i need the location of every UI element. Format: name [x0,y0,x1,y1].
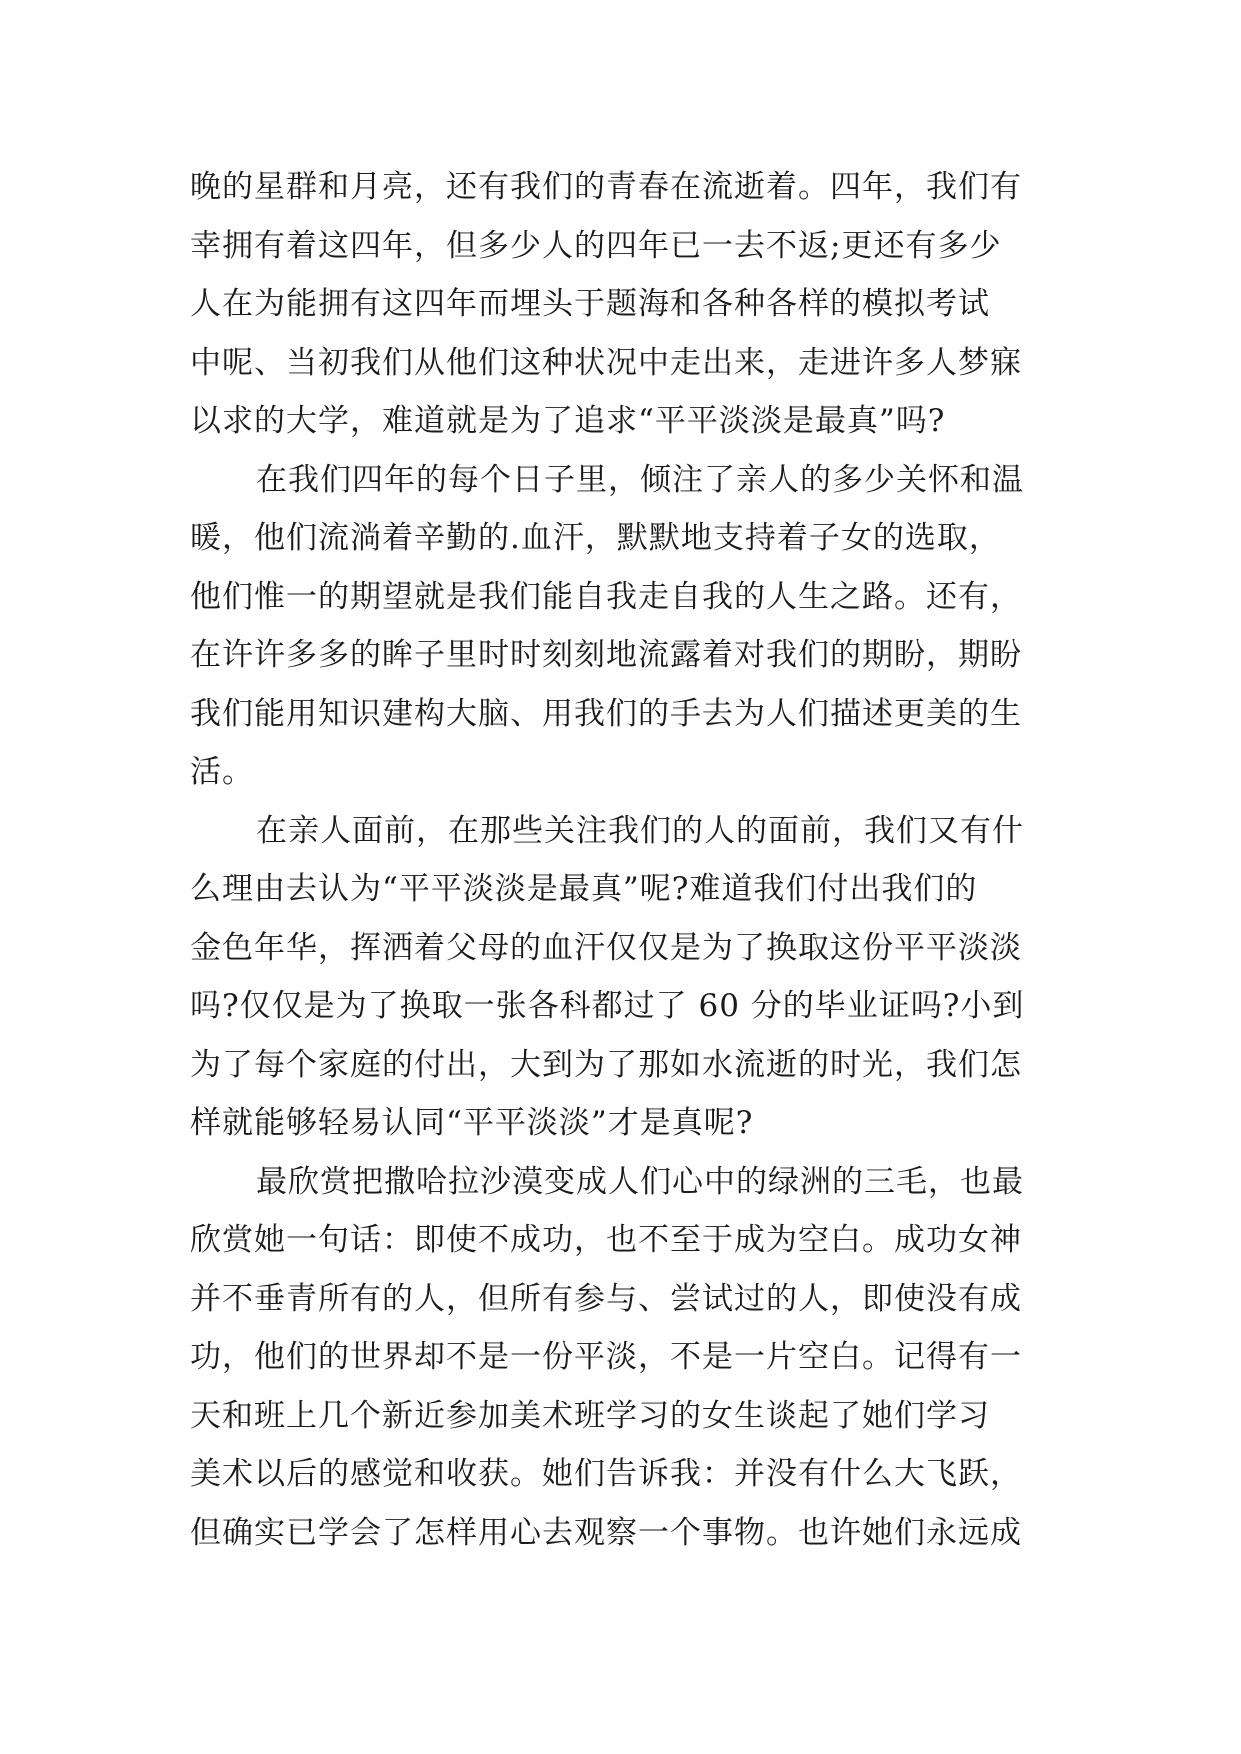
text-line: 功，他们的世界却不是一份平淡，不是一片空白。记得有一 [190,1339,1022,1375]
text-line: 但确实已学会了怎样用心去观察一个事物。也许她们永远成 [190,1514,1022,1551]
body-text [190,158,1070,1562]
text-line: 天和班上几个新近参加美术班学习的女生谈起了她们学习 [190,1397,990,1434]
text-line: 以求的大学，难道就是为了追求“平平淡淡是最真”吗? [190,403,946,439]
text-line: 在亲人面前，在那些关注我们的人的面前，我们又有什 [256,812,1024,849]
text-line: 最欣赏把撒哈拉沙漠变成人们心中的绿洲的三毛，也最 [256,1163,1024,1200]
text-line: 样就能够轻易认同“平平淡淡”才是真呢? [190,1105,754,1141]
text-line: 欣赏她一句话：即使不成功，也不至于成为空白。成功女神 [190,1222,1022,1258]
text-line: 暖，他们流淌着辛勤的.血汗，默默地支持着子女的选取， [190,520,1001,556]
text-line: 活。 [190,754,254,790]
text-line: 金色年华，挥洒着父母的血汗仅仅是为了换取这份平平淡淡 [190,929,1022,966]
text-line: 为了每个家庭的付出，大到为了那如水流逝的时光，我们怎 [190,1046,1022,1083]
text-line: 我们能用知识建构大脑、用我们的手去为人们描述更美的生 [190,695,1022,732]
text-line: 美术以后的感觉和收获。她们告诉我：并没有什么大飞跃， [190,1456,1022,1492]
text-line: 幸拥有着这四年，但多少人的四年已一去不返;更还有多少 [190,227,1002,264]
text-line: 中呢、当初我们从他们这种状况中走出来，走进许多人梦寐 [190,344,1022,381]
text-line: 他们惟一的期望就是我们能自我走自我的人生之路。还有， [190,578,1022,615]
text-line: 人在为能拥有这四年而埋头于题海和各种各样的模拟考试 [190,286,990,322]
text-line: 晚的星群和月亮，还有我们的青春在流逝着。四年，我们有 [190,169,1022,205]
text-line: 吗?仅仅是为了换取一张各科都过了 60 分的毕业证吗?小到 [190,988,1025,1024]
text-line: 并不垂青所有的人，但所有参与、尝试过的人，即使没有成 [190,1280,1022,1317]
text-line: 在我们四年的每个日子里，倾注了亲人的多少关怀和温 [256,461,1024,498]
text-line: 么理由去认为“平平淡淡是最真”呢?难道我们付出我们的 [190,871,978,907]
text-line: 在许许多多的眸子里时时刻刻地流露着对我们的期盼，期盼 [190,637,1022,673]
